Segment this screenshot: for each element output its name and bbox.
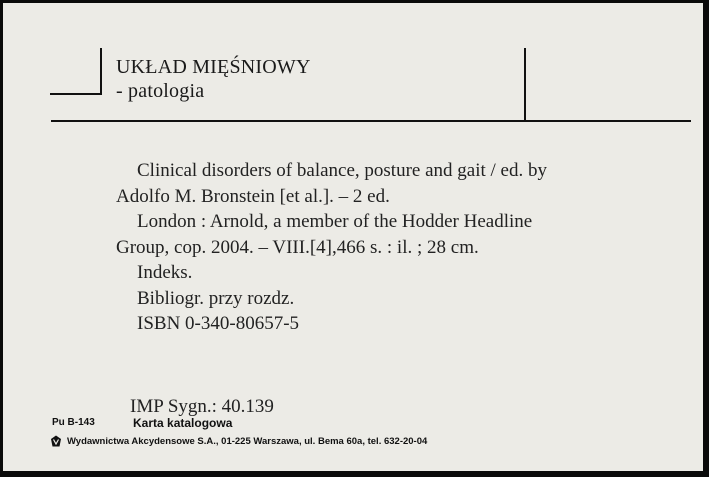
header-right-divider [524, 48, 526, 120]
printer-logo-icon [50, 435, 62, 447]
corner-bracket-vertical [100, 48, 102, 95]
record-line: Clinical disorders of balance, posture and gait / ed. by [137, 160, 547, 181]
call-number: IMP Sygn.: 40.139 [130, 396, 274, 417]
record-line: London : Arnold, a member of the Hodder Headline [137, 211, 533, 232]
corner-bracket-horizontal [50, 93, 102, 95]
printer-imprint [50, 435, 427, 447]
record-line: Group, cop. 2004. – VIII.[4],466 s. : il. ; 28 cm. [116, 236, 479, 258]
subject-heading [116, 55, 311, 103]
form-code: Pu B-143 [52, 417, 95, 428]
record-line: Bibliogr. przy rozdz. [137, 287, 295, 309]
subject-subdivision: - patologia [116, 80, 205, 102]
printer-text: Wydawnictwa Akcydensowe S.A., 01-225 Warszawa, ul. Bema 60a, tel. 632-20-04 [67, 435, 428, 447]
bibliographic-record [116, 158, 547, 337]
record-line: Adolfo M. Bronstein [et al.]. – 2 ed. [116, 185, 390, 207]
form-name: Karta katalogowa [133, 416, 233, 430]
subject-title: UKŁAD MIĘŚNIOWY [116, 56, 311, 78]
record-line: Indeks. [137, 262, 193, 283]
header-rule [51, 120, 691, 122]
record-line: ISBN 0-340-80657-5 [137, 313, 300, 334]
catalog-card [3, 3, 703, 471]
